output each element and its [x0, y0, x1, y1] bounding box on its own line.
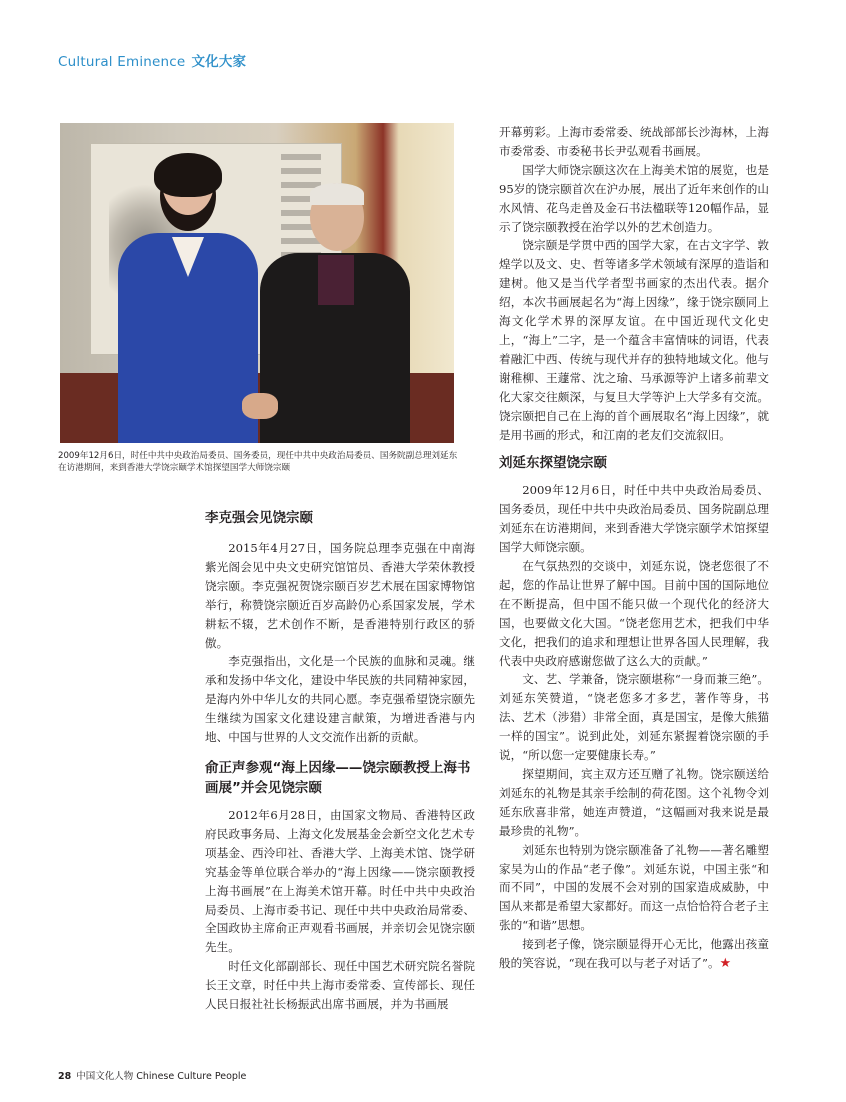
paragraph: 时任文化部副部长、现任中国艺术研究院名誉院长王文章，时任中共上海市委常委、宣传部长、现任人民日报社社长杨振武出席书画展，并为书画展 [205, 959, 475, 1012]
publication-name: 中国文化人物 Chinese Culture People [76, 1071, 247, 1082]
photo-person-right [260, 183, 410, 443]
heading-yu-zhengsheng: 俞正声参观“海上因缘——饶宗颐教授上海书画展”并会见饶宗颐 [205, 759, 471, 796]
photo-person-left [118, 153, 258, 443]
paragraph: 在气氛热烈的交谈中，刘延东说，饶老您很了不起，您的作品让世界了解中国。目前中国的国际地位在不断提高，但中国不能只做一个现代化的经济大国，也要做文化大国。“饶老您用艺术，把我们中华文化，把我们的追求和理想让世界各国人民理解，我代表中央政府感谢您做了这么大的贡献。” [499, 559, 769, 668]
paragraph: 国学大师饶宗颐这次在上海美术馆的展览，也是95岁的饶宗颐首次在沪办展，展出了近年来创作的山水风情、花鸟走兽及金石书法楹联等120幅作品，显示了饶宗颐教授在治学以外的艺术创造力。 [499, 162, 769, 234]
paragraph: 刘延东也特别为饶宗颐准备了礼物——著名雕塑家吴为山的作品“老子像”。刘延东说，中国主张“和而不同”，中国的发展不会对别的国家造成威胁，中国从来都是希望大家都好。而这一点恰恰符合老子主张的“和谐”思想。 [499, 842, 769, 933]
paragraph: 2012年6月28日，由国家文物局、香港特区政府民政事务局、上海文化发展基金会新空文化艺术专项基金、西泠印社、香港大学、上海美术馆、饶学研究基金等单位联合举办的“海上因缘——饶宗颐教授上海书画展”在上海美术馆开幕。时任中共中央政治局委员、上海市委书记、现任中共中央政治局常委、全国政协主席俞正声观看书画展，并亲切会见饶宗颐先生。 [205, 807, 475, 955]
photo-handshake [242, 393, 278, 419]
section-header-en: Cultural Eminence [58, 54, 186, 70]
paragraph: 开幕剪彩。上海市委常委、统战部部长沙海林，上海市委常委、市委秘书长尹弘观看书画展。 [499, 125, 769, 158]
paragraph: 2009年12月6日，时任中共中央政治局委员、国务委员，现任中共中央政治局委员、国务院副总理刘延东在访港期间，来到香港大学饶宗颐学术馆探望国学大师饶宗颐。 [499, 483, 769, 555]
heading-liu-yandong: 刘延东探望饶宗颐 [499, 455, 607, 472]
section-header [58, 50, 246, 70]
paragraph-last-text: 接到老子像，饶宗颐显得开心无比，他露出孩童般的笑容说，“现在我可以与老子对话了”。 [499, 937, 769, 971]
photo-caption: 2009年12月6日，时任中共中央政治局委员、国务委员，现任中共中央政治局委员、国务院副总理刘延东在访港期间，来到香港大学饶宗颐学术馆探望国学大师饶宗颐 [58, 451, 458, 473]
section-header-cn: 文化大家 [191, 54, 247, 70]
paragraph: 2015年4月27日，国务院总理李克强在中南海紫光阁会见中央文史研究馆馆员、香港大学荣休教授饶宗颐。李克强祝贺饶宗颐百岁艺术展在国家博物馆举行，称赞饶宗颐近百岁高龄仍心系国家发展，学术耕耘不辍，艺术创作不断，是香港特别行政区的骄傲。 [205, 541, 475, 650]
paragraph: 文、艺、学兼备，饶宗颐堪称“一身而兼三绝”。刘延东笑赞道，“饶老您多才多艺，著作等身，书法、艺术（涉猎）非常全面，真是国宝，是像大熊猫一样的国宝”。说到此处，刘延东紧握着饶宗颐的手说，“所以您一定要健康长寿。” [499, 672, 769, 763]
paragraph: 李克强指出，文化是一个民族的血脉和灵魂。继承和发扬中华文化，建设中华民族的共同精神家园，是海内外中华儿女的共同心愿。李克强希望饶宗颐先生继续为国家文化建设建言献策，为增进香港与内地、中国与世界的人文交流作出新的贡献。 [205, 654, 475, 745]
paragraph: 饶宗颐是学贯中西的国学大家，在古文字学、敦煌学以及文、史、哲等诸多学术领域有深厚的造诣和建树。他又是当代学者型书画家的杰出代表。据介绍，本次书画展起名为“海上因缘”，缘于饶宗颐同上海文化学术界的深厚友谊。在中国近现代文化史上，“海上”二字，是一个蕴含丰富情味的词语，代表着融汇中西、传统与现代并存的独特地域文化。他与谢稚柳、王蘧常、沈之瑜、马承源等沪上诸多前辈文化大家交往颇深，与复旦大学等沪上大学多有交流。饶宗颐把自己在上海的首个画展取名“海上因缘”，就是用书画的形式，和江南的老友们交流叙旧。 [499, 238, 769, 442]
paragraph: 探望期间，宾主双方还互赠了礼物。饶宗颐送给刘延东的礼物是其亲手绘制的荷花图。这个礼物令刘延东欣喜非常，她连声赞道，“这幅画对我来说是最最珍贵的礼物”。 [499, 767, 769, 838]
heading-li-keqiang: 李克强会见饶宗颐 [205, 510, 313, 526]
footer [58, 1068, 246, 1082]
paragraph-last [499, 935, 769, 974]
photo [60, 123, 454, 443]
end-mark-star-icon: ★ [719, 956, 732, 972]
page-number: 28 [58, 1071, 72, 1082]
right-column [499, 123, 769, 974]
left-column [205, 508, 475, 1014]
